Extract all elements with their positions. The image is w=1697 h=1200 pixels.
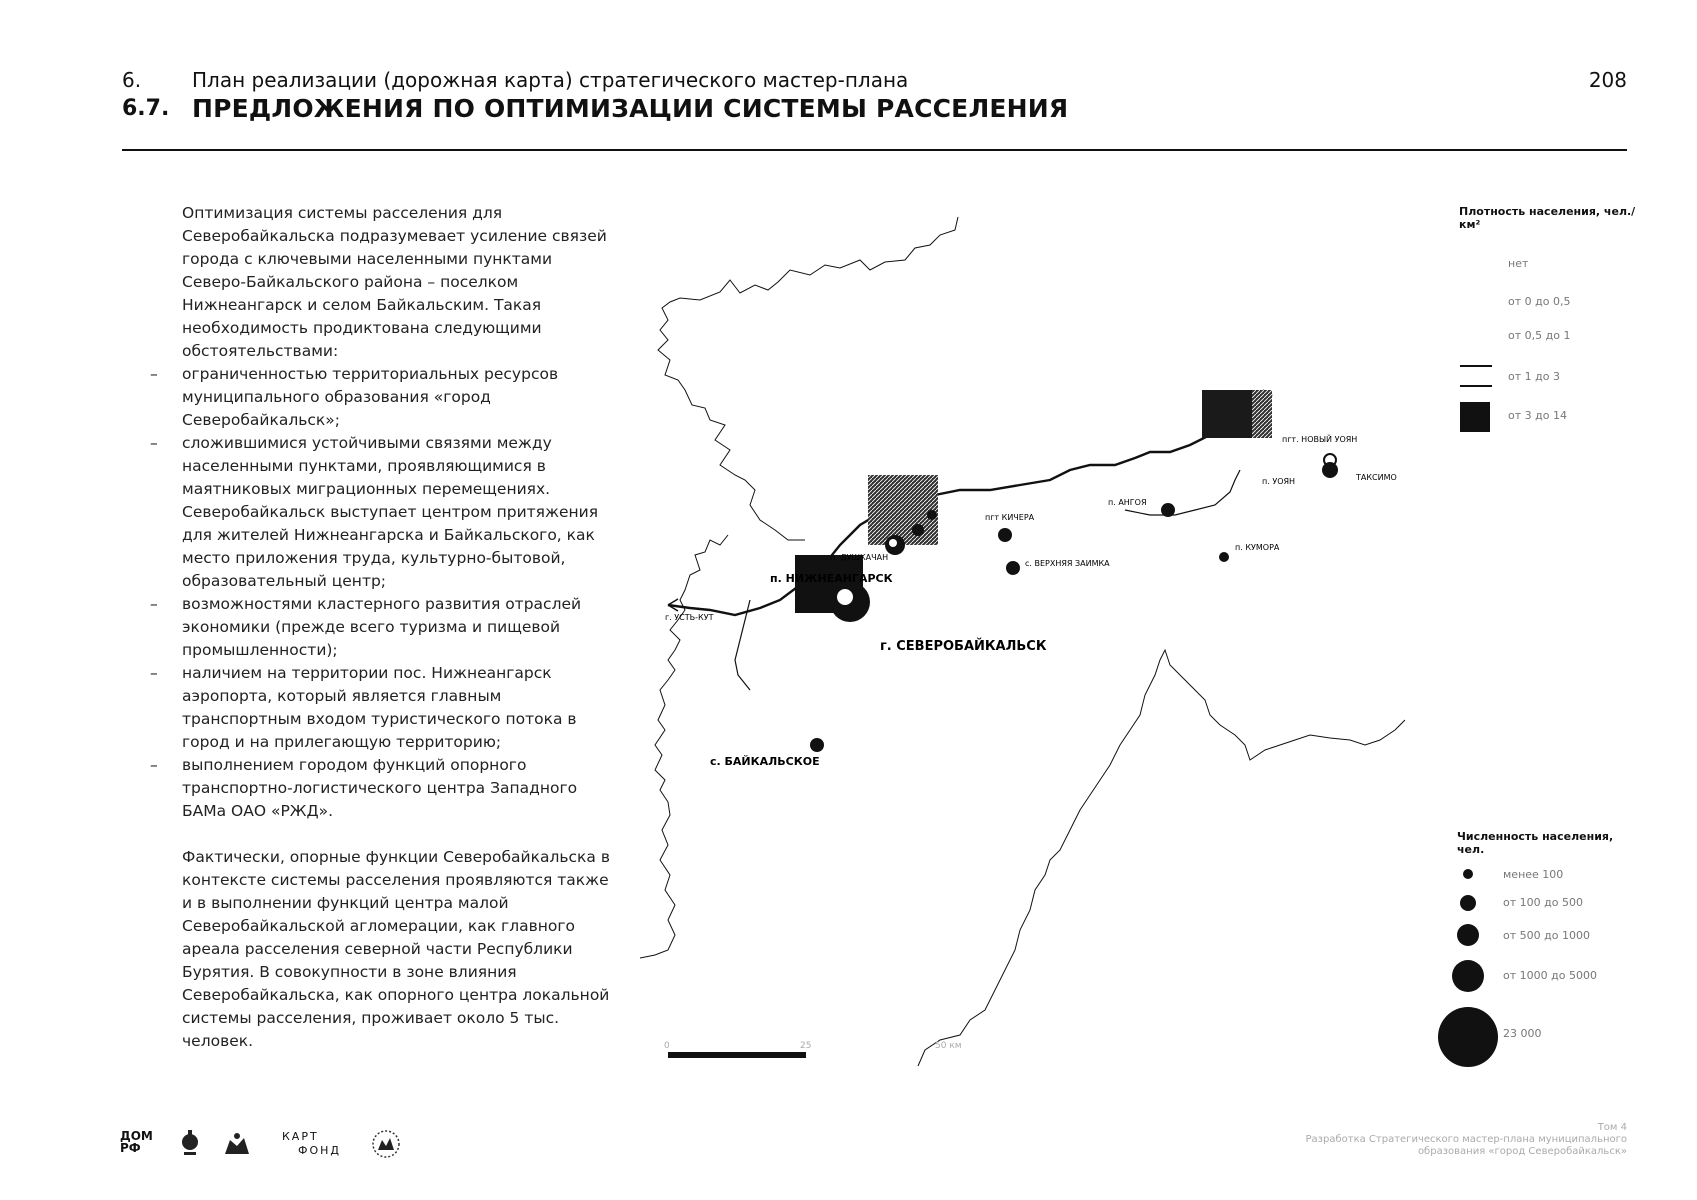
scale-label-end: 50 км (935, 1041, 962, 1051)
section-title: План реализации (дорожная карта) стратегического мастер-плана (192, 68, 909, 92)
label-kumora: п. КУМОРА (1235, 543, 1280, 552)
header-rule (122, 149, 1627, 151)
density-swatch-0-05 (1462, 288, 1490, 316)
density-area-uoyan-edge (1252, 390, 1272, 438)
population-marker-500-1000 (1457, 924, 1479, 946)
label-angoya: п. АНГОЯ (1108, 498, 1147, 507)
railway-line (668, 395, 1272, 615)
label-baikalskoe: с. БАЙКАЛЬСКОЕ (710, 755, 820, 768)
subsection-title: ПРЕДЛОЖЕНИЯ ПО ОПТИМИЗАЦИИ СИСТЕМЫ РАССЕЛЕНИЯ (192, 94, 1069, 123)
settlement-kumora (1219, 552, 1229, 562)
body-text (150, 202, 612, 1053)
density-area-nizhneangarsk (868, 475, 938, 545)
label-uoyan: п. УОЯН (1262, 477, 1296, 486)
settlement-kholodnoe (927, 510, 937, 520)
list-item: – возможностями кластерного развития отраслей экономики (прежде всего туризма и пищевой промышленности); (150, 595, 582, 659)
density-legend-label: от 1 до 3 (1508, 370, 1560, 383)
scale-label-mid: 25 (800, 1041, 812, 1051)
density-swatch-05-1 (1462, 322, 1490, 350)
settlement-baikalskoe (810, 738, 824, 752)
label-ust-kut: г. УСТЬ-КУТ (665, 613, 714, 622)
population-marker-lt100 (1463, 869, 1473, 879)
list-item: – наличием на территории пос. Нижнеангарск аэропорта, который является главным транспортным входом туристического потока в город и на прилегающую территорию; (150, 664, 577, 751)
emblem-icon (178, 1128, 202, 1158)
road-line (1125, 470, 1240, 515)
population-marker-1000-5000 (1452, 960, 1484, 992)
density-legend-title: Плотность населения, чел./ км² (1459, 205, 1636, 231)
label-severobaikalsk: г. СЕВЕРОБАЙКАЛЬСК (880, 639, 1047, 654)
settlement-map (640, 190, 1660, 1090)
bullet-list (150, 363, 612, 823)
boundary-line (640, 535, 728, 958)
population-legend-label: от 100 до 500 (1503, 896, 1583, 909)
density-legend-label: от 0 до 0,5 (1508, 295, 1571, 308)
population-legend-label: менее 100 (1503, 868, 1564, 881)
list-item: – сложившимися устойчивыми связями между населенными пунктами, проявляющимися в маятниковых миграционных перемещениях. Северобайкальск выступает центром притяжения для жителей Нижнеангарска и Байкальского, как место приложения труда, культурно-бытовой, образовательный центр; (150, 434, 599, 590)
population-legend-label: 23 000 (1503, 1027, 1542, 1040)
logo-dom-rf: ДОМ РФ (120, 1129, 153, 1155)
label-kichera: пгт КИЧЕРА (985, 513, 1035, 522)
settlement-severobaikalsk-center (837, 589, 853, 605)
density-swatch-3-14 (1460, 402, 1490, 432)
density-legend-label: нет (1508, 257, 1529, 270)
boundary-line (918, 650, 1405, 1066)
density-legend-label: от 0,5 до 1 (1508, 329, 1571, 342)
label-nizhneangarsk: п. НИЖНЕАНГАРСК (770, 572, 893, 585)
subsection-number: 6.7. (122, 96, 170, 121)
settlement-novy-uoyan (1322, 462, 1338, 478)
population-marker-100-500 (1460, 895, 1476, 911)
list-item: – ограниченностью территориальных ресурсов муниципального образования «город Северобайкальск»; (150, 365, 559, 429)
coat-of-arms-icon (222, 1128, 252, 1158)
list-item: – выполнением городом функций опорного транспортно-логистического центра Западного БАМа ОАО «РЖД». (150, 756, 578, 820)
logo-kartfond: КАРТ ФОНД (282, 1130, 341, 1157)
conclusion-paragraph: Фактически, опорные функции Северобайкальска в контексте системы расселения проявляются также и в выполнении функций центра малой Северобайкальской агломерации, как главного ареала расселения северной части Республики Бурятия. В совокупности в зоне влияния Северобайкальска, как опорного центра локальной системы расселения, проживает около 5 тыс. человек. (182, 848, 610, 1050)
scale-bar (668, 1052, 806, 1058)
scale-label-start: 0 (664, 1041, 670, 1051)
density-swatch-1-3 (1460, 366, 1492, 386)
settlement-dushkachan (912, 524, 924, 536)
section-number: 6. (122, 68, 142, 92)
density-legend-label: от 3 до 14 (1508, 409, 1567, 422)
population-legend-title: Численность населения, чел. (1457, 830, 1614, 856)
population-marker-23000 (1438, 1007, 1498, 1067)
city-emblem-icon (370, 1128, 402, 1160)
footer-note: Том 4 Разработка Стратегического мастер-плана муниципального образования «город Северобайкальск» (1305, 1122, 1627, 1157)
population-legend-label: от 500 до 1000 (1503, 929, 1590, 942)
label-taksimo: ТАКСИМО (1356, 473, 1397, 482)
settlement-kichera (998, 528, 1012, 542)
label-verkh-zaimka: с. ВЕРХНЯЯ ЗАИМКА (1025, 559, 1110, 568)
page-number: 208 (1588, 68, 1627, 92)
settlement-verkh-zaimka (1006, 561, 1020, 575)
intro-paragraph: Оптимизация системы расселения для Северобайкальска подразумевает усиление связей города с ключевыми населенными пунктами Северо-Байкальского района – поселком Нижнеангарск и селом Байкальским. Такая необходимость продиктована следующими обстоятельствами: (182, 204, 607, 360)
label-dushkachan: п. ДУШКАЧАН (830, 553, 889, 562)
settlement-nizhneangarsk-center (889, 539, 897, 547)
population-legend-label: от 1000 до 5000 (1503, 969, 1597, 982)
settlement-angoya (1161, 503, 1175, 517)
density-swatch-none (1462, 250, 1490, 278)
label-novy-uoyan: пгт. НОВЫЙ УОЯН (1282, 435, 1358, 444)
